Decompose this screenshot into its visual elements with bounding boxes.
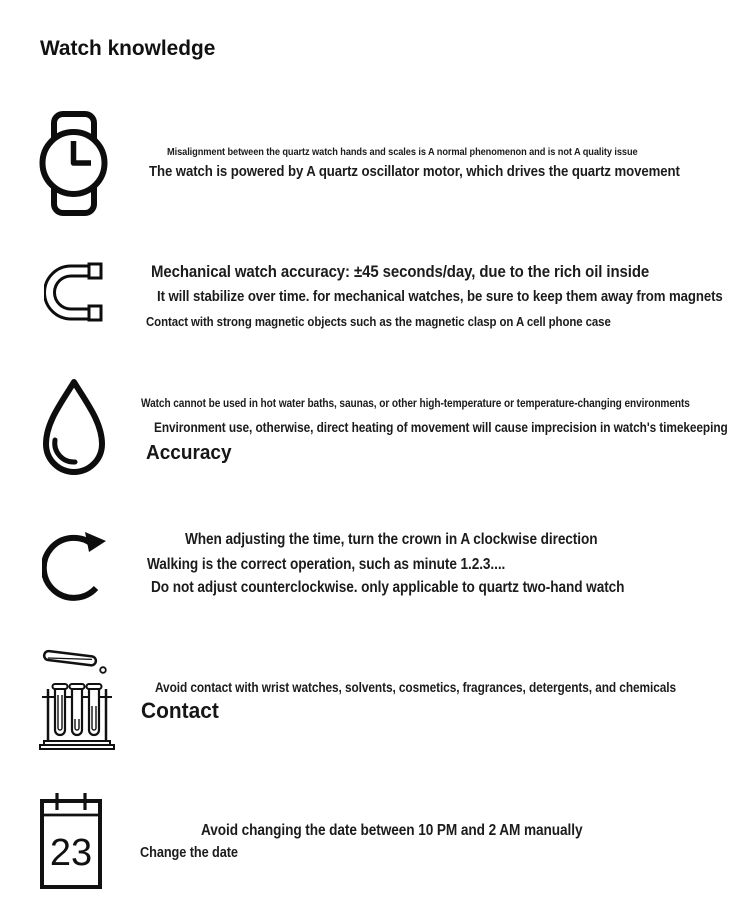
quartz-note-line: Misalignment between the quartz watch hands and scales is A normal phenomenon and is not A quality issue [167,146,638,158]
date-avoid-line: Avoid changing the date between 10 PM and 2 AM manually [201,822,583,839]
calendar-day-number: 23 [49,832,93,874]
crown-clockwise-line: When adjusting the time, turn the crown in A clockwise direction [185,531,598,548]
magnet-stabilize-line: It will stabilize over time. for mechanical watches, be sure to keep them away from magnets [157,288,723,305]
test-tubes-icon [38,645,116,750]
crown-walking-line: Walking is the correct operation, such as minute 1.2.3.... [147,556,506,573]
crown-counterclockwise-line: Do not adjust counterclockwise. only applicable to quartz two-hand watch [151,579,625,596]
magnet-icon [44,262,104,322]
chemical-avoid-line: Avoid contact with wrist watches, solvents, cosmetics, fragrances, detergents, and chemicals [155,680,676,695]
heat-warning-line: Watch cannot be used in hot water baths, saunas, or other high-temperature or temperature-changing environments [141,398,690,410]
wristwatch-icon [39,111,109,216]
contact-heading: Contact [141,698,219,723]
quartz-main-line: The watch is powered by A quartz oscillator motor, which drives the quartz movement [149,163,680,180]
calendar-icon [40,791,104,891]
accuracy-heading: Accuracy [146,442,232,464]
date-change-line: Change the date [140,845,238,861]
heat-environment-line: Environment use, otherwise, direct heating of movement will cause imprecision in watch's timekeeping [154,420,728,435]
page-title: Watch knowledge [40,36,216,60]
water-drop-icon [40,378,108,478]
clockwise-rotation-icon [42,518,114,610]
magnet-contact-line: Contact with strong magnetic objects such as the magnetic clasp on A cell phone case [146,314,611,329]
magnet-accuracy-line: Mechanical watch accuracy: ±45 seconds/day, due to the rich oil inside [151,262,650,281]
